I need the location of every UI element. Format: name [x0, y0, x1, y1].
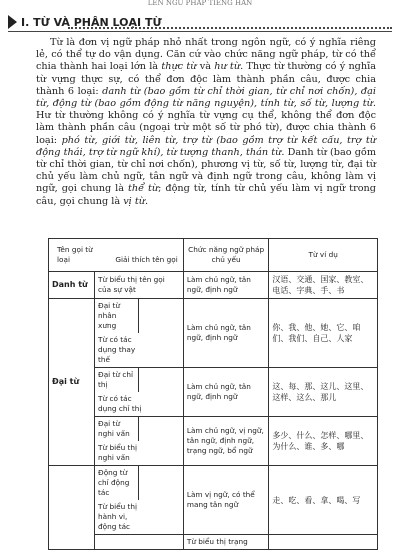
word-class-name — [49, 466, 95, 550]
table-row — [49, 272, 378, 299]
explain-text: Từ biểu thị hành vi, động tác — [98, 502, 138, 531]
paragraph-text: Từ là đơn vị ngữ pháp nhỏ nhất trong ngôn ngữ, có ý nghĩa riêng lẻ, có thể tự do vận dụng. Căn cứ vào chức năng ngữ pháp, từ có thể chia thành hai loại lớn là — [36, 37, 376, 73]
explain-text: Từ biểu thị nghi vấn — [98, 443, 138, 462]
subclass-name: Động từ chỉ động tác — [95, 466, 139, 500]
paragraph-text: . Danh từ (bao gồm từ chỉ thời gian, từ chỉ nơi chốn), phương vị từ, số từ, lượng từ, đại từ chủ yếu làm chủ ngữ, tân ngữ và định ngữ trong câu, không làm vị ngữ, gọi chung là — [36, 146, 377, 195]
intro-paragraph — [36, 37, 376, 208]
section-heading-text: I. TỪ VÀ PHÂN LOẠI TỪ — [21, 15, 162, 29]
heading-dotted-rule — [68, 27, 392, 29]
table-row — [49, 299, 378, 368]
paragraph-text: . Hư từ thường không có ý nghĩa từ vựng cụ thể, không thể đơn độc làm thành phần câu (ngoại trừ một số từ phó từ), được chia thành 6 loại: — [36, 98, 376, 146]
paragraph-text: . — [144, 195, 149, 207]
examples-cell: 这、每、那、这儿、这里、这样、这么、那儿 — [269, 368, 378, 417]
heading-underline — [8, 31, 392, 32]
subclass-name: Đại từ nhân xưng — [95, 299, 139, 333]
explain-cell — [95, 299, 184, 368]
examples-cell: 走、吃、看、拿、喝、写 — [269, 466, 378, 535]
italic-term: vị từ — [123, 195, 145, 207]
word-class-name: Danh từ — [49, 272, 95, 299]
table-row — [49, 466, 378, 535]
function-cell: Làm chủ ngữ, vị ngữ, tân ngữ, định ngữ, trạng ngữ, bổ ngữ — [183, 417, 269, 466]
function-cell — [269, 535, 378, 550]
table-row — [49, 368, 378, 417]
table-header-row — [49, 239, 378, 272]
heading-marker-icon — [8, 15, 17, 29]
word-class-table — [48, 238, 378, 550]
function-cell: Làm vị ngữ, có thể mang tân ngữ — [183, 466, 269, 535]
explain-text: Từ có tác dụng thay thế — [98, 335, 136, 364]
italic-term: phó từ, giới từ, liên từ, trợ từ (bao gồm trợ từ kết cấu, trợ từ động thái, trợ từ ngữ khí), từ tượng thanh, thán từ — [36, 134, 376, 158]
examples-cell: 你、我、他、她、它、咱们、我们、自己、人家 — [269, 299, 378, 368]
explain-cell — [95, 368, 184, 417]
subclass-name: Đại từ nghi vấn — [95, 417, 139, 441]
header-examples: Từ ví dụ — [269, 239, 378, 272]
italic-term: thể từ — [127, 183, 159, 195]
italic-term: hư từ — [214, 61, 241, 73]
word-class-name: Đại từ — [49, 299, 95, 466]
examples-cell: 多少、什么、怎样、哪里、为什么、谁、多、哪 — [269, 417, 378, 466]
function-cell: Từ biểu thị trạng — [183, 535, 269, 550]
header-function: Chức năng ngữ pháp chủ yếu — [183, 239, 269, 272]
explain-cell: Từ biểu thị tên gọi của sự vật — [95, 272, 184, 299]
header-word-class: Tên gọi từ loại Giải thích tên gọi — [49, 239, 184, 272]
paragraph-text: và — [196, 61, 215, 73]
italic-term: danh từ (bao gồm từ chỉ thời gian, từ chỉ nơi chốn), đại từ, động từ (bao gồm động từ năng nguyện), tính từ, số từ, lượng từ — [36, 85, 377, 110]
paragraph-text: ; động từ, tính từ chủ yếu làm vị ngữ trong câu, gọi chung là — [36, 183, 376, 207]
explain-cell — [95, 417, 184, 466]
section-heading — [8, 11, 392, 33]
subclass-name: Đại từ chỉ thị — [95, 368, 139, 392]
paragraph-text: . Thực từ thường có ý nghĩa từ vựng thực sự, có thể đơn độc làm thành phần câu, được chia thành 6 loại: — [36, 61, 376, 97]
function-cell: Làm chủ ngữ, tân ngữ, định ngữ — [183, 272, 269, 299]
function-cell: Làm chủ ngữ, tân ngữ, định ngữ — [183, 299, 269, 368]
table-row — [49, 535, 378, 550]
explain-cell — [95, 466, 184, 535]
explain-cell — [95, 535, 184, 550]
table-row — [49, 417, 378, 466]
function-cell: Làm chủ ngữ, tân ngữ, định ngữ — [183, 368, 269, 417]
examples-cell: 汉语、交通、国家、教室、电话、字典、手、书 — [269, 272, 378, 299]
explain-text: Từ có tác dụng chỉ thị — [98, 394, 142, 413]
running-head: LÊN NGỮ PHÁP TIẾNG HÁN — [147, 0, 253, 7]
italic-term: thực từ — [161, 61, 197, 73]
